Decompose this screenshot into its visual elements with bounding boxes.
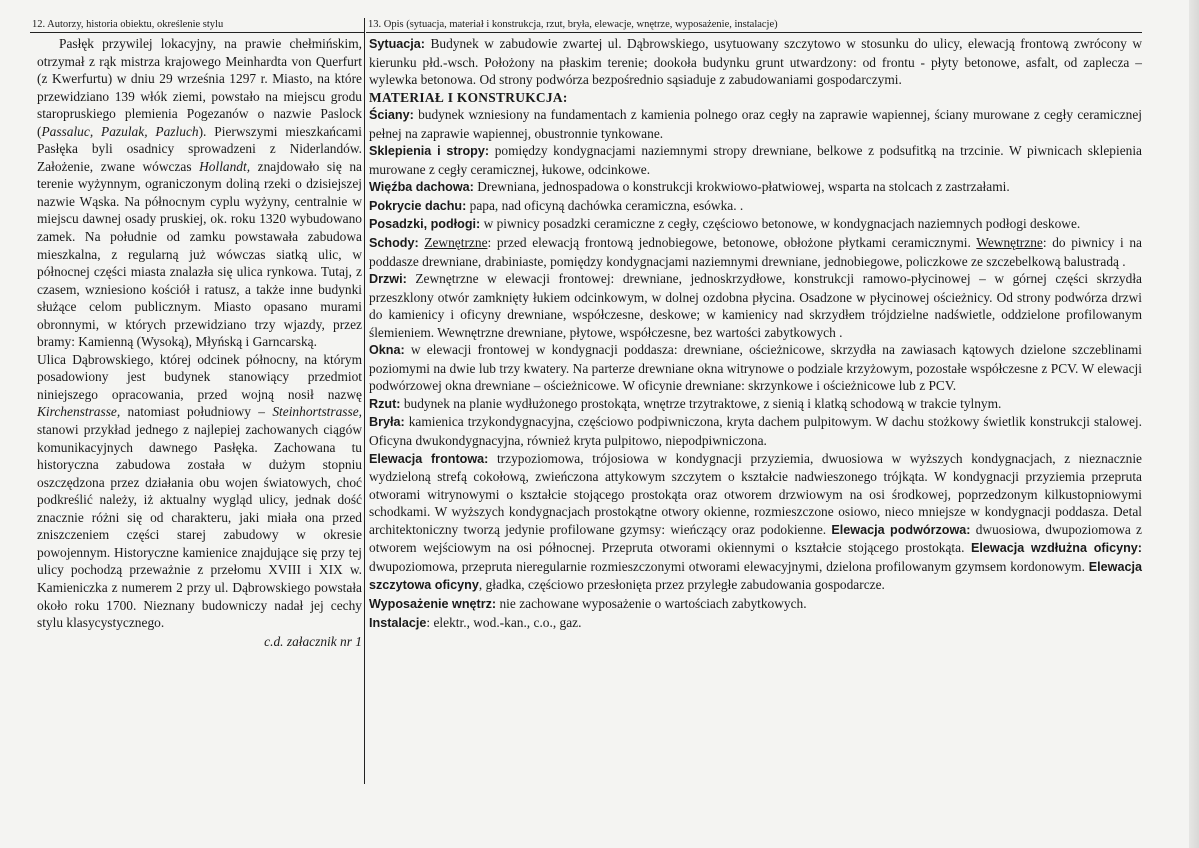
history-paragraph-1: Pasłęk przywilej lokacyjny, na prawie chełmińskim, otrzymał z rąk mistrza krajowego Meinhardta von Querfurt (z Kwerfurtu) w dniu 29 września 1297 r. Miasto, na które przewidziano 139 włók ziemi, powstało na miejscu grodu staropruskiego plemienia Pogezanów o nazwie Paslock (Passaluc, Pazulak, Pazluch). Pierwszymi mieszkańcami Pasłęka byli osadnicy sprowadzeni z Niderlandów. Założenie, zwane wówczas Hollandt, znajdowało się na terenie wyżynnym, ograniczonym doliną rzeki o dzisiejszej nazwie Wąska. Na północnym cyplu wyżyny, centralnie w miejscu dawnej osady pruskiej, ok. roku 1320 wybudowano zamek. Na południe od zamku powstawała zabudowa mieszkalna, z regularną już wówczas siatką ulic, w północnej części miasta znalazła się ulica rynkowa. Tutaj, z czasem, wzniesiono kościół i ratusz, a także inne budynki służące celom publicznym. Miasto opasano murami obronnymi, w których przewidziano trzy wjazdy, przez bramy: Kamienną (Wysoką), Młyńską i Garncarską. [37,36,363,350]
page-edge-shadow [1189,0,1199,848]
continuation-note: c.d. załacznik nr 1 [264,633,362,649]
section-drzwi: Drzwi: Zewnętrzne w elewacji frontowej: drewniane, jednoskrzydłowe, konstrukcji ramowo-płycinowej – w górnej części skrzydła przeszklony otwór zamknięty łukiem odcinkowym, w dolnej ozdobna płycina. Osadzone w płycinowej ościeżnicy. Od strony podwórza drzwi do kamienicy i oficyny drewniane, współczesne, deskowe; w kamienicy nad skrzydłem trójdzielne nadświetle, oddzielone profilowanym ślemieniem. Wewnętrzne drewniane, płytowe, współczesne, bez wartości zabytkowych . [369,271,1142,340]
section-instalacje: Instalacje: elektr., wod.-kan., c.o., gaz. [369,614,582,630]
section-posadzki: Posadzki, podłogi: w piwnicy posadzki ceramiczne z cegły, częściowo betonowe, w kondygnacjach naziemnych podłogi deskowe. [369,216,1081,232]
section-schody: Schody: Zewnętrzne: przed elewacją frontową jednobiegowe, betonowe, obłożone płytkami ceramicznymi. Wewnętrzne: do piwnicy i na poddasze drewniane, drabiniaste, pomiędzy kondygnacjami naziemnymi drewniane, jednobiegowe, policzkowe ze szczebelkową balustradą . [369,235,1142,269]
history-paragraph-2: Ulica Dąbrowskiego, której odcinek północny, na którym posadowiony jest budynek stanowiący przedmiot niniejszego opracowania, przed wojną nosił nazwę Kirchenstrasse, natomiast południowy – Steinhortstrasse, stanowi przykład jednego z najlepiej zachowanych ciągów komunikacyjnych dawnego Pasłęka. Zachowana tu historyczna zabudowa została w dużym stopniu oszczędzona przez działania obu wojen światowych, choć podkreślić należy, iż aktualny wygląd ulicy, jednak dość znacznie różni się od charakteru, jaki miała ona przed zniszczeniem części starej zabudowy w okresie powojennym. Historyczne kamienice znajdujące się przy tej ulicy pochodzą przeważnie z przełomu XVIII i XIX w. Kamieniczka z numerem 2 przy ul. Dąbrowskiego powstała około roku 1700. Nieznany budowniczy nadał jej cechy stylu klasycystycznego. [37,351,362,631]
section-okna: Okna: w elewacji frontowej w kondygnacji poddasza: drewniane, ościeżnicowe, skrzydła na zawiasach kątowych dzielone szczeblinami poziomymi na dwie lub trzy kwatery. Na parterze drewniane okna witrynowe o podziale krzyżowym, pozostałe współczesne z PCV. W elewacji podwórzowej okna drewniane – ościeżnicowe. W oficynie drewniane: skrzynkowe i ościeżnicowe lub z PCV. [369,342,1142,394]
left-column-header: 12. Autorzy, historia obiektu, określenie stylu [30,18,364,33]
section-rzut: Rzut: budynek na planie wydłużonego prostokąta, wnętrze trzytraktowe, z sienią i klatką schodową w trakcie tylnym. [369,395,1002,411]
section-bryla: Bryła: kamienica trzykondygnacyjna, częściowo podpiwniczona, kryta dachem pulpitowym. W dachu stożkowy świetlik konstrukcji stalowej. Oficyna dwukondygnacyjna, również kryta pulpitowo, niepodpiwniczona. [369,414,1142,449]
column-divider [364,18,365,784]
right-column [366,18,1142,632]
section-sytuacja: Sytuacja: Budynek w zabudowie zwartej ul. Dąbrowskiego, usytuowany szczytowo w stosunku do ulicy, elewacją frontową zwrócony w kierunku płd.-wsch. Położony na płaskim terenie; dookoła budynku grunt utwardzony: od frontu - płyty betonowe, asfalt, od zaplecza – wylewka betonowa. Od strony podwórza bezpośrednio sąsiaduje z zabudowaniami gospodarczymi. [369,36,1142,88]
right-column-header: 13. Opis (sytuacja, materiał i konstrukcja, rzut, bryła, elewacje, wnętrze, wyposażenie, instalacje) [366,18,1142,33]
section-wyposazenie: Wyposażenie wnętrz: nie zachowane wyposażenie o wartościach zabytkowych. [369,595,807,611]
history-text [30,33,364,650]
description-text [366,33,1142,632]
section-elewacje: Elewacja frontowa: trzypoziomowa, trójosiowa w kondygnacji przyziemia, dwuosiowa w wyższych kondygnacjach, z nieznacznie wydzieloną strefą cokołową, zwieńczona attykowym szczytem o kształcie nadwieszonego trójkąta. W kondygnacji przyziemia przeprutа otworami witrynowymi o kształcie stojącego prostokąta oraz otworem drzwiowym na osi środkowej, poprzedzonym kilkustopniowymi schodkami. W wyższych kondygnacjach prostokątne otwory okienne, rozmieszczone osiowo, nieco mniejsze w kondygnacji poddasza. Detal architektoniczny tworzą jedynie profilowane gzymsy: wieńczący oraz podokienne. Elewacja podwórzowa: dwuosiowa, dwupoziomowa z otworem wejściowym na osi północnej. Przeprutа otworami okiennymi o kształcie stojącego prostokąta. Elewacja wzdłużna oficyny: dwupoziomowa, przeprutа nieregularnie rozmieszczonymi otworami elewacyjnymi, dzielona profilowanym gzymsem kordonowym. Elewacja szczytowa oficyny, gładka, częściowo przesłonięta przez przyległe zabudowania gospodarcze. [369,450,1142,593]
section-pokrycie: Pokrycie dachu: papa, nad oficyną dachówka ceramiczna, esówka. . [369,197,744,213]
section-sklepienia: Sklepienia i stropy: pomiędzy kondygnacjami naziemnymi stropy drewniane, belkowe z podsufitką na trzcinie. W piwnicach sklepienia murowane z cegły ceramicznej, łukowe, odcinkowe. [369,143,1142,177]
left-column [30,18,364,650]
section-sciany: Ściany: budynek wzniesiony na fundamentach z kamienia polnego oraz cegły na zaprawie wapiennej, ściany murowane z cegły ceramicznej pełnej na zaprawie wapiennej, obustronnie tynkowane. [369,107,1142,141]
section-title-material: MATERIAŁ I KONSTRUKCJA: [369,89,568,105]
section-wiezba: Więźba dachowa: Drewniana, jednospadowa o konstrukcji krokwiowo-płatwiowej, wsparta na stolcach z zastrzałami. [369,179,1010,195]
